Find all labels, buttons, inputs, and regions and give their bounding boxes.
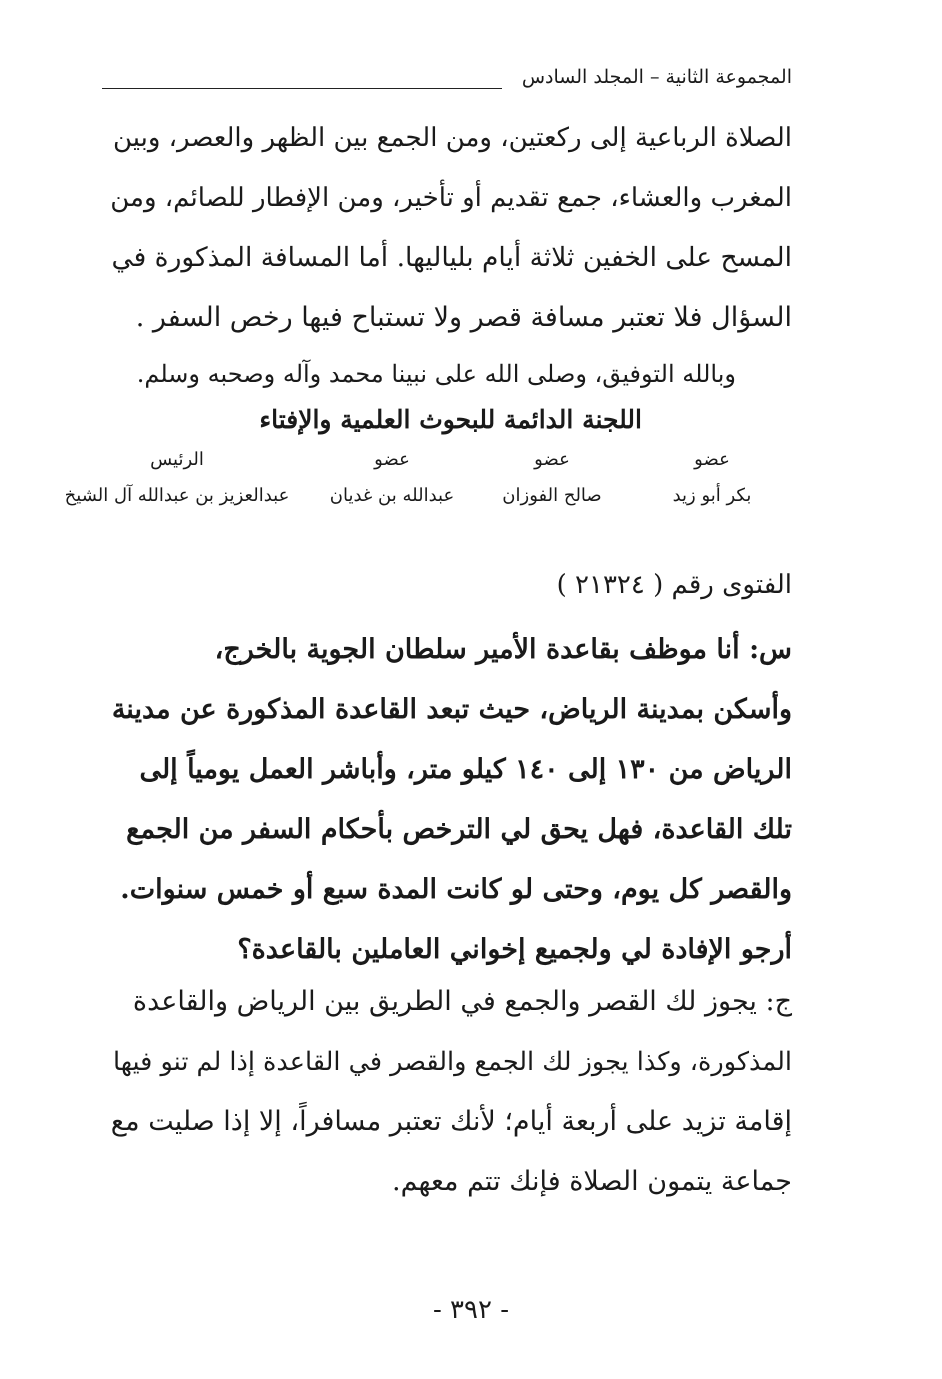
page-number: - ٣٩٢ - (432, 1295, 510, 1325)
signatory-name: عبدالعزيز بن عبدالله آل الشيخ (64, 485, 290, 506)
answer-line: ج: يجوز لك القصر والجمع في الطريق بين الرياض والقاعدة (132, 986, 792, 1017)
signatory-name: عبدالله بن غديان (329, 485, 455, 506)
signature-block (64, 444, 772, 524)
paragraph-continuation (104, 108, 792, 348)
question-line: س: أنا موظف بقاعدة الأمير سلطان الجوية بالخرج، (214, 634, 792, 665)
answer-paragraph (104, 972, 792, 1212)
answer-line: المذكورة، وكذا يجوز لك الجمع والقصر في القاعدة إذا لم تنو فيها (112, 1047, 792, 1077)
signatory-role: عضو (534, 449, 570, 470)
text-line: المسح على الخفين ثلاثة أيام بلياليها. أما المسافة المذكورة في (111, 242, 792, 273)
running-head-text: المجموعة الثانية – المجلد السادس (521, 66, 792, 88)
question-line: تلك القاعدة، فهل يحق لي الترخص بأحكام السفر من الجمع (126, 814, 792, 845)
signatory-name: بكر أبو زيد (672, 485, 752, 506)
running-head (102, 62, 792, 96)
text-line: الصلاة الرباعية إلى ركعتين، ومن الجمع بين الظهر والعصر، وبين (112, 123, 792, 153)
question-line: وأسكن بمدينة الرياض، حيث تبعد القاعدة المذكورة عن مدينة (111, 694, 792, 725)
signatory-role: عضو (374, 449, 410, 470)
signatory (482, 444, 622, 516)
signatory-role: عضو (694, 449, 730, 470)
committee-title: اللجنة الدائمة للبحوث العلمية والإفتاء (259, 405, 642, 434)
signatory-name: صالح الفوزان (502, 485, 602, 506)
signatory (317, 444, 467, 516)
signatory-president (52, 444, 302, 516)
question-line: والقصر كل يوم، وحتى لو كانت المدة سبع أو خمس سنوات. (120, 874, 792, 905)
signatory (652, 444, 772, 516)
closing-prayer: وبالله التوفيق، وصلى الله على نبينا محمد وآله وصحبه وسلم. (136, 360, 736, 388)
text-line: المغرب والعشاء، جمع تقديم أو تأخير، ومن الإفطار للصائم، ومن (110, 183, 792, 213)
question-paragraph (104, 620, 792, 980)
signatory-role: الرئيس (150, 449, 204, 470)
header-rule (102, 88, 502, 89)
answer-line: جماعة يتمون الصلاة فإنك تتم معهم. (392, 1166, 792, 1197)
question-line: أرجو الإفادة لي ولجميع إخواني العاملين بالقاعدة؟ (237, 934, 792, 965)
text-line: السؤال فلا تعتبر مسافة قصر ولا تستباح فيها رخص السفر . (135, 302, 792, 333)
question-line: الرياض من ١٣٠ إلى ١٤٠ كيلو متر، وأباشر العمل يومياً إلى (139, 754, 792, 785)
fatwa-number: الفتوى رقم ( ٢١٣٢٤ ) (556, 570, 792, 600)
answer-line: إقامة تزيد على أربعة أيام؛ لأنك تعتبر مسافراً، إلا إذا صليت مع (110, 1106, 792, 1137)
